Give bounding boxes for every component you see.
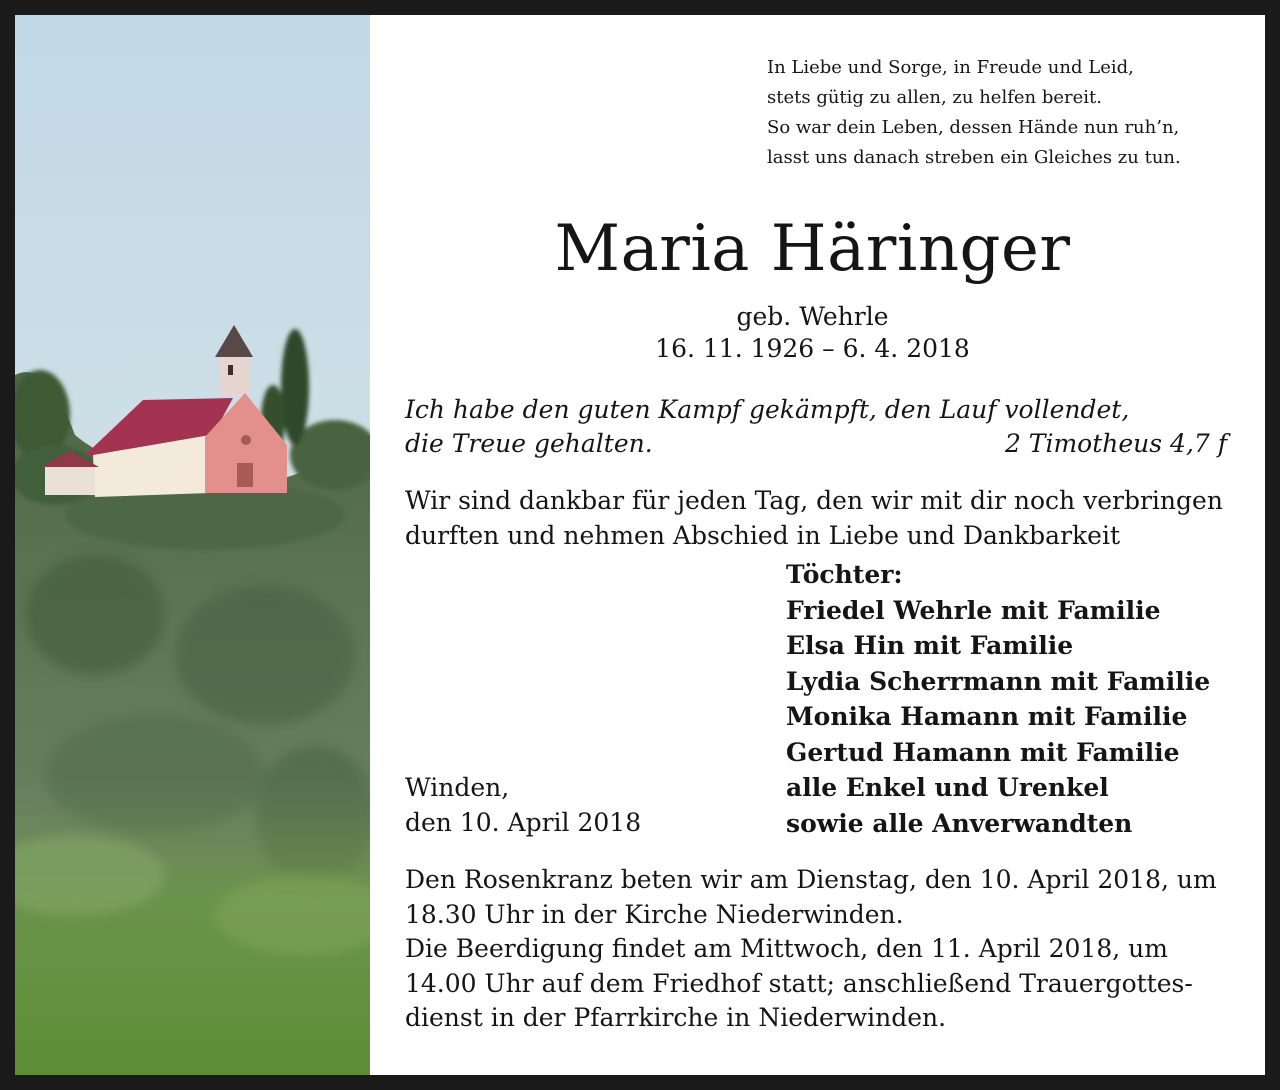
verse-line: Ich habe den guten Kampf gekämpft, den Lauf vollendet, [405,395,1130,424]
verse-reference: 2 Timotheus 4,7 f [1004,429,1227,458]
mourner-entry: Elsa Hin mit Familie [786,631,1074,660]
memorial-poem [767,53,1181,173]
thanks-line: Wir sind dankbar für jeden Tag, den wir mit dir noch verbringen [405,486,1223,515]
town: Winden, [405,773,510,802]
rosary-line: Den Rosenkranz beten wir am Dienstag, den 10. April 2018, um [405,865,1217,894]
funeral-line: 14.00 Uhr auf dem Friedhof statt; anschließend Trauergottes- [405,968,1193,998]
thanks-line: durften und nehmen Abschied in Liebe und Dankbarkeit [405,521,1121,550]
mourner-heading: Töchter: [786,560,903,589]
mourners-list [786,557,1210,841]
poem-line: So war dein Leben, dessen Hände nun ruh’n, [767,117,1180,138]
poem-line: lasst uns danach streben ein Gleiches zu tun. [767,147,1181,168]
notice-date: den 10. April 2018 [405,808,642,837]
maiden-name: geb. Wehrle [736,302,889,331]
deceased-name: Maria Häringer [554,212,1071,286]
chapel-on-hill-icon [15,15,370,1075]
mourner-entry: Lydia Scherrmann mit Familie [786,666,1211,696]
poem-line: stets gütig zu allen, zu helfen bereit. [767,87,1102,108]
poem-line: In Liebe und Sorge, in Freude und Leid, [767,57,1134,78]
bible-verse [405,393,1227,461]
chapel-landscape-photo [15,15,370,1075]
service-details [405,863,1221,1036]
funeral-line: dienst in der Pfarrkirche in Niederwinden. [405,1003,947,1032]
funeral-line: Die Beerdigung findet am Mittwoch, den 11. April 2018, um [405,934,1168,963]
place-and-date [405,770,641,840]
mourner-entry: Monika Hamann mit Familie [786,702,1188,731]
mourner-entry: Gertud Hamann mit Familie [786,737,1180,767]
obituary-card [15,15,1265,1075]
verse-line: die Treue gehalten. [405,429,653,458]
mourner-entry: Friedel Wehrle mit Familie [786,595,1161,625]
rosary-line: 18.30 Uhr in der Kirche Niederwinden. [405,899,904,929]
mourner-entry: alle Enkel und Urenkel [786,773,1109,802]
mourner-entry: sowie alle Anverwandten [786,808,1133,838]
life-dates: 16. 11. 1926 – 6. 4. 2018 [655,334,970,363]
thanks-text [405,483,1245,553]
